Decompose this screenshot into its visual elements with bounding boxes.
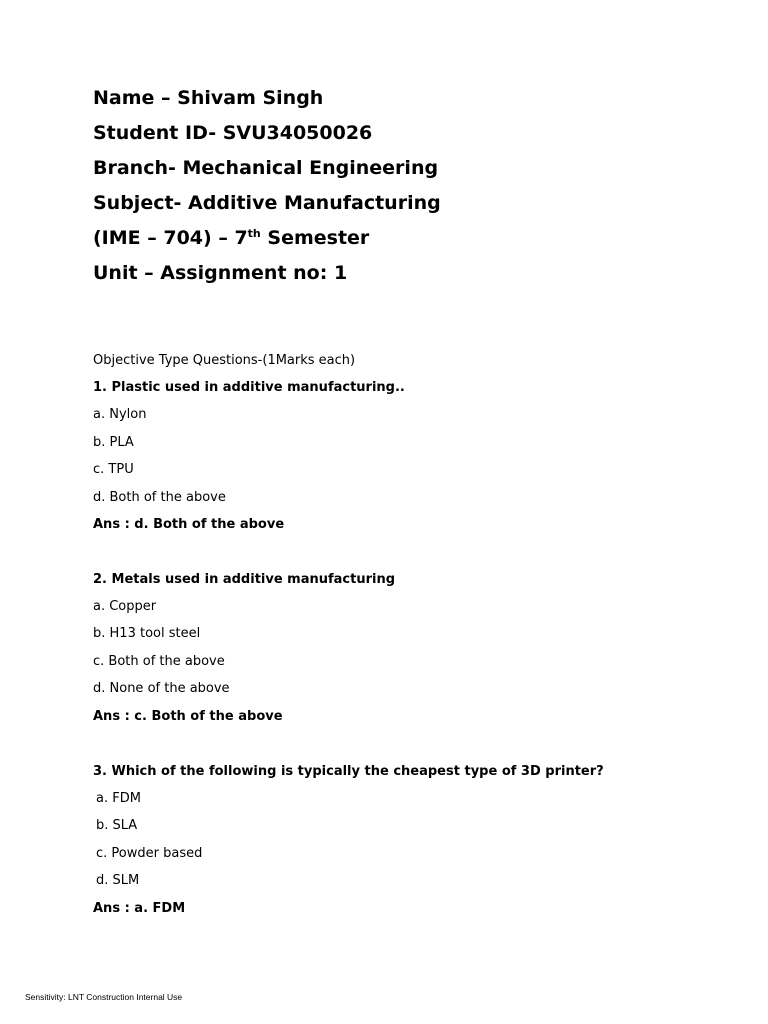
option-item: a. FDM (96, 791, 141, 806)
answer-text: Ans : c. Both of the above (93, 709, 283, 724)
course-suffix: Semester (260, 227, 370, 249)
course-prefix: (IME – 704) – 7 (93, 227, 248, 249)
option-item: c. Both of the above (93, 654, 225, 669)
option-item: d. SLM (96, 873, 140, 888)
option-item: b. PLA (93, 435, 134, 450)
answer-text: Ans : a. FDM (93, 901, 186, 916)
student-id: Student ID- SVU34050026 (93, 122, 373, 144)
course-semester (93, 226, 369, 250)
course-superscript: th (247, 227, 261, 240)
option-item: b. H13 tool steel (93, 626, 201, 641)
question-text: 3. Which of the following is typically the cheapest type of 3D printer? (93, 764, 604, 779)
section-title: Objective Type Questions-(1Marks each) (93, 353, 356, 368)
option-item: a. Nylon (93, 407, 147, 422)
option-item: d. Both of the above (93, 490, 226, 505)
sensitivity-footer: Sensitivity: LNT Construction Internal Use (25, 992, 183, 1002)
option-item: d. None of the above (93, 681, 230, 696)
branch: Branch- Mechanical Engineering (93, 157, 439, 179)
subject: Subject- Additive Manufacturing (93, 192, 441, 214)
question-text: 1. Plastic used in additive manufacturing.. (93, 380, 405, 395)
answer-text: Ans : d. Both of the above (93, 517, 285, 532)
student-name: Name – Shivam Singh (93, 87, 324, 109)
question-text: 2. Metals used in additive manufacturing (93, 572, 396, 587)
option-item: c. Powder based (96, 846, 203, 861)
option-item: a. Copper (93, 599, 157, 614)
option-item: b. SLA (96, 818, 138, 833)
option-item: c. TPU (93, 462, 134, 477)
unit-assignment: Unit – Assignment no: 1 (93, 262, 348, 284)
